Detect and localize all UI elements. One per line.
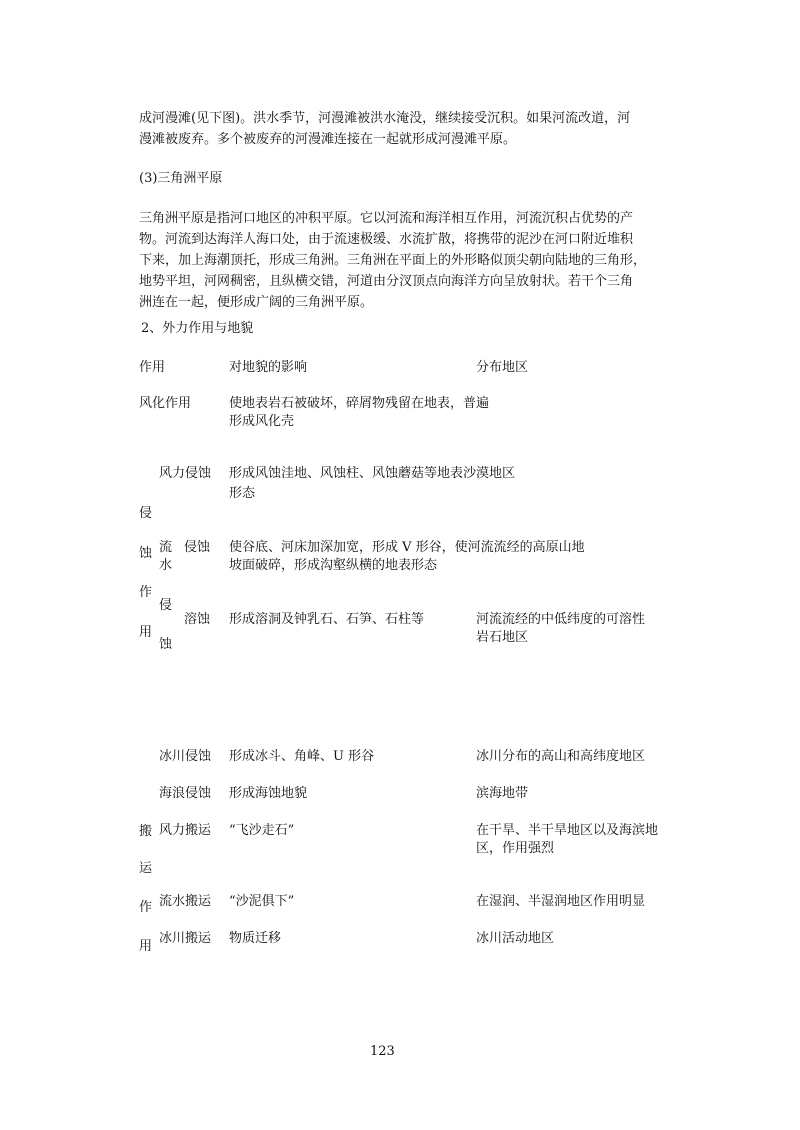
- delta-line: 物。河流到达海洋人海口处，由于流速极缓、水流扩散，将携带的泥沙在河口附近堆积: [139, 232, 634, 247]
- erosion-label-char: 蚀: [139, 546, 153, 561]
- glacial-erosion-name: 冰川侵蚀: [159, 749, 212, 764]
- section-heading: 2、外力作用与地貌: [141, 321, 254, 336]
- fluvial-erosion-effect-line: 使谷底、河床加深加宽，形成 V 形谷，使河流流经的高原山地: [229, 540, 585, 555]
- water-transport-name: 流水搬运: [159, 894, 212, 909]
- fluvial-sub-char: 侵: [159, 598, 173, 613]
- intro-line: 漫滩被废弃。多个被废弃的河漫滩连接在一起就形成河漫滩平原。: [139, 132, 517, 147]
- solution-region-line: 河流流经的中低纬度的可溶性: [476, 612, 646, 627]
- erosion-label-char: 作: [139, 585, 153, 600]
- solution-name: 溶蚀: [184, 612, 211, 627]
- wave-erosion-effect: 形成海蚀地貌: [229, 786, 308, 801]
- glacial-transport-region: 冰川活动地区: [476, 931, 555, 946]
- weathering-name: 风化作用: [139, 396, 192, 411]
- fluvial-erosion-name: 侵蚀: [184, 540, 211, 555]
- delta-line: 洲连在一起，便形成广阔的三角洲平原。: [139, 295, 374, 310]
- fluvial-label-char: 水: [159, 558, 173, 573]
- wind-erosion-effect-line: 形成风蚀洼地、风蚀柱、风蚀蘑菇等地表沙漠地区: [229, 466, 516, 481]
- glacial-erosion-effect: 形成冰斗、角峰、U 形谷: [229, 749, 375, 764]
- wind-erosion-effect-line: 形态: [229, 486, 256, 501]
- water-transport-effect: “沙泥俱下”: [229, 894, 295, 909]
- fluvial-erosion-effect-line: 坡面破碎，形成沟壑纵横的地表形态: [229, 558, 438, 573]
- fluvial-label-char: 流: [159, 540, 173, 555]
- wave-erosion-region: 滨海地带: [476, 786, 529, 801]
- solution-region-line: 岩石地区: [476, 630, 529, 645]
- transport-label-char: 运: [139, 861, 153, 876]
- transport-label-char: 搬: [139, 824, 153, 839]
- delta-paragraph: [139, 208, 664, 313]
- glacial-transport-effect: 物质迁移: [229, 931, 282, 946]
- water-transport-region: 在湿润、半湿润地区作用明显: [476, 894, 646, 909]
- delta-line: 地势平坦，河网稠密，且纵横交错，河道由分汊顶点向海洋方向呈放射状。若干个三角: [139, 274, 634, 289]
- delta-heading: (3)三角洲平原: [139, 171, 223, 186]
- solution-effect: 形成溶洞及钟乳石、石笋、石柱等: [229, 612, 425, 627]
- wind-transport-name: 风力搬运: [159, 823, 212, 838]
- fluvial-sub-char: 蚀: [159, 637, 173, 652]
- transport-label-char: 作: [139, 900, 153, 915]
- delta-line: 下来，加上海潮顶托，形成三角洲。三角洲在平面上的外形略似顶尖朝向陆地的三角形，: [139, 253, 647, 268]
- header-effect: 对地貌的影响: [229, 360, 308, 375]
- wind-transport-region-line: 在干旱、半干旱地区以及海滨地: [476, 823, 659, 838]
- wind-erosion-name: 风力侵蚀: [159, 466, 212, 481]
- weathering-effect-line: 使地表岩石被破坏，碎屑物残留在地表，普遍: [229, 396, 490, 411]
- erosion-label-char: 用: [139, 625, 153, 640]
- transport-label-char: 用: [139, 939, 153, 954]
- wave-erosion-name: 海浪侵蚀: [159, 786, 212, 801]
- wind-transport-region-line: 区，作用强烈: [476, 841, 555, 856]
- page-number: 123: [370, 1044, 395, 1059]
- erosion-label-char: 侵: [139, 506, 153, 521]
- wind-transport-effect: “飞沙走石”: [229, 823, 295, 838]
- intro-paragraph: [139, 108, 664, 150]
- header-process: 作用: [139, 360, 166, 375]
- weathering-effect-line: 形成风化壳: [229, 414, 295, 429]
- header-region: 分布地区: [476, 360, 529, 375]
- glacial-erosion-region: 冰川分布的高山和高纬度地区: [476, 749, 646, 764]
- delta-line: 三角洲平原是指河口地区的冲积平原。它以河流和海洋相互作用，河流沉积占优势的产: [139, 211, 634, 226]
- glacial-transport-name: 冰川搬运: [159, 931, 212, 946]
- intro-line: 成河漫滩(见下图)。洪水季节，河漫滩被洪水淹没，继续接受沉积。如果河流改道，河: [139, 111, 631, 126]
